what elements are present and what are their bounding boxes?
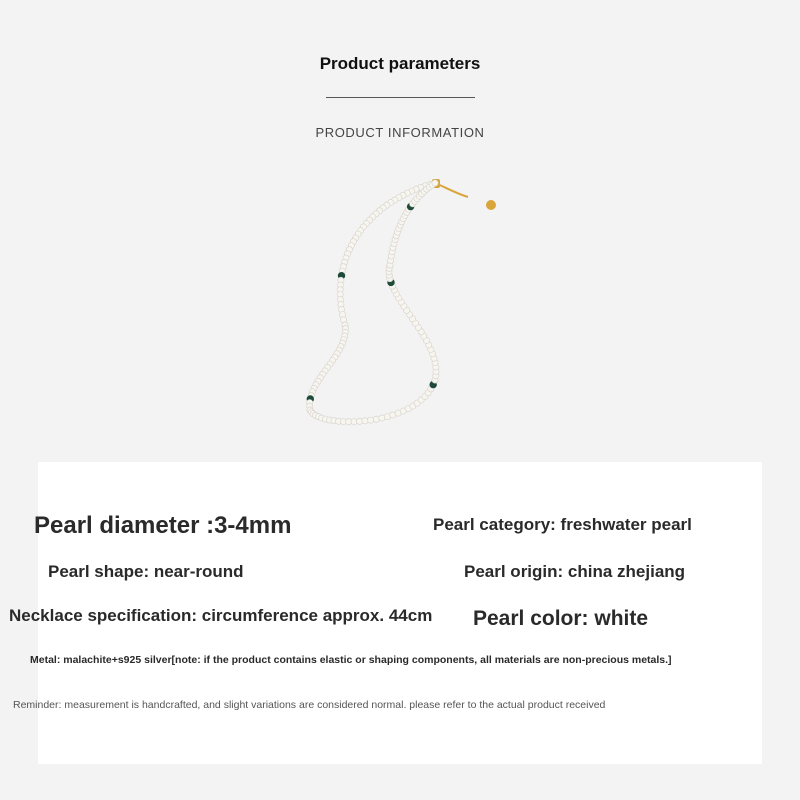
spec-pearl-category: Pearl category: freshwater pearl [433, 515, 692, 534]
spec-necklace-specification: Necklace specification: circumference approx. 44cm [9, 606, 433, 625]
pearl-bead [368, 417, 374, 423]
pearl-strand [307, 180, 440, 425]
spec-pearl-origin: Pearl origin: china zhejiang [464, 562, 686, 581]
necklace-illustration [280, 165, 520, 435]
spec-pearl-color: Pearl color: white [473, 607, 649, 630]
pearl-bead [432, 180, 438, 186]
pearl-bead [373, 416, 379, 422]
title-divider [326, 97, 475, 98]
spec-metal: Metal: malachite+s925 silver[note: if the product contains elastic or shaping components, all materials are non-precious metals.] [30, 654, 672, 666]
pearl-bead [362, 418, 368, 424]
clasp-charm [486, 200, 496, 210]
product-image [280, 165, 520, 435]
page-title: Product parameters [319, 54, 481, 73]
section-subtitle: PRODUCT INFORMATION [315, 125, 485, 140]
spec-pearl-shape: Pearl shape: near-round [48, 562, 244, 581]
reminder-note: Reminder: measurement is handcrafted, and slight variations are considered normal. please refer to the actual product received [13, 699, 606, 711]
spec-pearl-diameter: Pearl diameter :3-4mm [34, 512, 292, 539]
pearl-bead [379, 415, 385, 421]
